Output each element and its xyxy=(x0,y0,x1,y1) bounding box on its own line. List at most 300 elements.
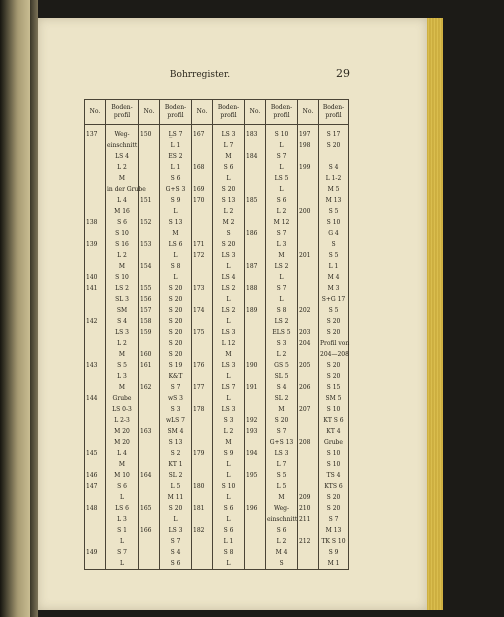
soil-profile-cell: M xyxy=(106,261,139,272)
soil-profile-cell: M 11 xyxy=(160,492,192,503)
soil-profile-cell: S 7 xyxy=(160,536,192,547)
soil-profile-cell: S 20 xyxy=(266,415,298,426)
soil-profile-cell: L 3 xyxy=(266,239,298,250)
borehole-number-cell xyxy=(85,261,106,272)
soil-profile-cell: L 4 xyxy=(106,448,139,459)
column-header-no: No. xyxy=(139,100,160,125)
table-row xyxy=(85,393,349,404)
borehole-number-cell xyxy=(139,140,160,151)
soil-profile-cell: L 2 xyxy=(213,206,245,217)
table-row xyxy=(85,459,349,470)
soil-profile-cell: S 7 xyxy=(319,514,349,525)
borehole-number-cell: 204 xyxy=(298,338,319,349)
table-header xyxy=(85,100,349,125)
soil-profile-cell: Weg- xyxy=(266,503,298,514)
soil-profile-cell: L 2 xyxy=(106,162,139,173)
borehole-number-cell xyxy=(192,437,213,448)
soil-profile-cell: SM 5 xyxy=(319,393,349,404)
soil-profile-cell: einschnitt xyxy=(267,516,298,523)
borehole-number-cell: 178 xyxy=(192,404,213,415)
borehole-number-cell xyxy=(298,371,319,382)
borehole-number-cell xyxy=(245,173,266,184)
borehole-number-cell xyxy=(298,217,319,228)
borehole-number-cell xyxy=(192,558,213,570)
soil-profile-cell: S 10 xyxy=(319,448,349,459)
table-row xyxy=(85,316,349,327)
table-row xyxy=(85,415,349,426)
table-row xyxy=(85,349,349,360)
borehole-number-cell xyxy=(85,492,106,503)
borehole-number-cell xyxy=(139,250,160,261)
borehole-number-cell: 212 xyxy=(298,536,319,547)
soil-profile-cell: M xyxy=(213,349,245,360)
borehole-number-cell xyxy=(85,195,106,206)
soil-profile-cell: L xyxy=(213,261,245,272)
borehole-number-cell: 141 xyxy=(85,283,106,294)
borehole-number-cell xyxy=(298,426,319,437)
soil-profile-cell: LS 3 xyxy=(106,327,139,338)
table-row xyxy=(85,272,349,283)
borehole-number-cell xyxy=(245,272,266,283)
soil-profile-cell: SL 3 xyxy=(106,294,139,305)
borehole-number-cell xyxy=(192,338,213,349)
borehole-number-cell xyxy=(192,426,213,437)
soil-profile-cell: KT 4 xyxy=(319,426,349,437)
soil-profile-cell: S xyxy=(319,239,349,250)
soil-profile-cell: M 4 xyxy=(266,547,298,558)
soil-profile-cell: S xyxy=(266,558,298,570)
soil-profile-cell: S 4 xyxy=(319,162,349,173)
soil-profile-cell: S 7 xyxy=(266,228,298,239)
borehole-number-cell: 181 xyxy=(192,503,213,514)
borehole-number-cell xyxy=(298,228,319,239)
soil-profile-cell: L xyxy=(160,514,192,525)
soil-profile-cell: L xyxy=(266,184,298,195)
soil-profile-cell: S 1 xyxy=(106,525,139,536)
soil-profile-cell: wLS 7 xyxy=(160,415,192,426)
soil-profile-cell: S 3 xyxy=(160,404,192,415)
soil-profile-cell: L xyxy=(213,514,245,525)
borehole-number-cell: 184 xyxy=(245,151,266,162)
column-header-no: No. xyxy=(245,100,266,125)
soil-profile-cell: S 5 xyxy=(319,250,349,261)
soil-profile-cell: G+S 13 xyxy=(266,437,298,448)
borehole-number-cell xyxy=(298,481,319,492)
soil-profile-cell: S 4 xyxy=(106,316,139,327)
borehole-number-cell xyxy=(192,547,213,558)
soil-profile-cell: S 5 xyxy=(319,206,349,217)
soil-profile-cell: M 13 xyxy=(319,195,349,206)
soil-profile-cell: M xyxy=(213,151,245,162)
borehole-number-cell xyxy=(245,459,266,470)
soil-profile-cell: L xyxy=(213,294,245,305)
borehole-number-cell xyxy=(192,228,213,239)
table-row xyxy=(85,525,349,536)
table-row xyxy=(85,503,349,514)
borehole-number-cell xyxy=(298,547,319,558)
borehole-number-cell xyxy=(298,294,319,305)
borehole-number-cell xyxy=(298,525,319,536)
borehole-number-cell: 143 xyxy=(85,360,106,371)
table-row xyxy=(85,217,349,228)
soil-profile-cell: SM xyxy=(106,305,139,316)
borehole-number-cell xyxy=(85,162,106,173)
soil-profile-cell: S 7 xyxy=(266,151,298,162)
borehole-number-cell: 172 xyxy=(192,250,213,261)
table-row xyxy=(85,261,349,272)
table-row xyxy=(85,448,349,459)
borehole-number-cell: 175 xyxy=(192,327,213,338)
soil-profile-cell: S 20 xyxy=(160,294,192,305)
soil-profile-cell: L 7 xyxy=(213,140,245,151)
borehole-number-cell: 203 xyxy=(298,327,319,338)
borehole-number-cell xyxy=(298,272,319,283)
borehole-number-cell xyxy=(192,206,213,217)
soil-profile-cell: LS 3 xyxy=(160,525,192,536)
soil-profile-cell: S 20 xyxy=(319,360,349,371)
soil-profile-cell: S 6 xyxy=(213,503,245,514)
table-row xyxy=(85,536,349,547)
soil-profile-cell: S 6 xyxy=(213,162,245,173)
table-row xyxy=(85,305,349,316)
soil-profile-cell: LS 3 xyxy=(213,125,245,141)
borehole-number-cell xyxy=(245,481,266,492)
borehole-number-cell xyxy=(192,536,213,547)
column-header-no: No. xyxy=(192,100,213,125)
soil-profile-cell: S 20 xyxy=(160,305,192,316)
borehole-number-cell xyxy=(85,305,106,316)
borehole-number-cell xyxy=(298,448,319,459)
soil-profile-cell: L xyxy=(266,140,298,151)
borehole-number-cell: 188 xyxy=(245,283,266,294)
borehole-number-cell xyxy=(298,415,319,426)
soil-profile-cell: L xyxy=(160,206,192,217)
soil-profile-cell: L xyxy=(106,492,139,503)
table-row xyxy=(85,206,349,217)
soil-profile-cell: LS 3 xyxy=(213,327,245,338)
soil-profile-cell: L 1 xyxy=(319,261,349,272)
soil-profile-cell: S 4 xyxy=(266,382,298,393)
borehole-number-cell: 144 xyxy=(85,393,106,404)
soil-profile-cell: LS 3 xyxy=(213,404,245,415)
borehole-number-cell: 160 xyxy=(139,349,160,360)
table-body xyxy=(85,125,349,570)
borehole-number-cell: 189 xyxy=(245,305,266,316)
borehole-number-cell xyxy=(85,184,106,195)
soil-profile-cell: L 2 xyxy=(106,338,139,349)
soil-profile-cell: S 20 xyxy=(213,239,245,250)
borehole-number-cell: 192 xyxy=(245,415,266,426)
soil-profile-cell: L xyxy=(160,272,192,283)
page-fore-edge xyxy=(427,18,443,610)
soil-profile-cell: TS 4 xyxy=(319,470,349,481)
soil-profile-cell: SL 5 xyxy=(266,371,298,382)
soil-profile-cell: S 20 xyxy=(319,371,349,382)
borehole-number-cell xyxy=(139,437,160,448)
soil-profile-cell: S 15 xyxy=(319,382,349,393)
borehole-number-cell xyxy=(298,459,319,470)
soil-profile-cell: S 20 xyxy=(160,349,192,360)
borehole-number-cell xyxy=(245,206,266,217)
soil-profile-cell: S 6 xyxy=(106,481,139,492)
soil-profile-cell: GS 5 xyxy=(266,360,298,371)
borehole-number-cell: 173 xyxy=(192,283,213,294)
borehole-number-cell: 153 xyxy=(139,239,160,250)
soil-profile-cell: KTS 6 xyxy=(319,481,349,492)
soil-profile-cell: M 1 xyxy=(319,558,349,570)
table-row xyxy=(85,547,349,558)
borehole-number-cell xyxy=(298,184,319,195)
soil-profile-cell: L 2-3 xyxy=(106,415,139,426)
borehole-number-cell xyxy=(85,250,106,261)
soil-profile-cell: Profil von xyxy=(320,340,350,347)
soil-profile-cell: S 9 xyxy=(160,195,192,206)
soil-profile-cell: S 7 xyxy=(266,283,298,294)
borehole-number-cell xyxy=(85,327,106,338)
soil-profile-cell: S xyxy=(213,228,245,239)
soil-profile-cell: LS 3 xyxy=(213,250,245,261)
soil-profile-cell: M 4 xyxy=(319,272,349,283)
borehole-number-cell: 193 xyxy=(245,426,266,437)
table-row xyxy=(85,481,349,492)
borehole-number-cell xyxy=(139,558,160,570)
borehole-number-cell xyxy=(85,525,106,536)
soil-profile-cell: L 1 xyxy=(213,536,245,547)
table-row xyxy=(85,151,349,162)
borehole-number-cell xyxy=(245,547,266,558)
soil-profile-cell: M 20 xyxy=(106,426,139,437)
borehole-number-cell xyxy=(85,140,106,151)
soil-profile-cell: S 20 xyxy=(319,140,349,151)
soil-profile-cell: S 6 xyxy=(160,173,192,184)
borehole-number-cell: 190 xyxy=(245,360,266,371)
borehole-number-cell: 158 xyxy=(139,316,160,327)
soil-profile-cell: S 20 xyxy=(319,492,349,503)
soil-profile-cell: M xyxy=(160,228,192,239)
table-row xyxy=(85,327,349,338)
soil-profile-cell: in der Grube xyxy=(107,186,146,193)
table-row xyxy=(85,162,349,173)
soil-profile-cell: Grube xyxy=(106,393,139,404)
soil-profile-cell: L xyxy=(213,459,245,470)
soil-profile-cell: L xyxy=(106,536,139,547)
borehole-number-cell xyxy=(245,437,266,448)
borehole-number-cell: 196 xyxy=(245,503,266,514)
soil-profile-cell: L 2 xyxy=(266,536,298,547)
borehole-number-cell xyxy=(139,459,160,470)
column-header-no: No. xyxy=(298,100,319,125)
borehole-number-cell xyxy=(245,250,266,261)
borehole-number-cell: 183 xyxy=(245,125,266,141)
borehole-number-cell: 156 xyxy=(139,294,160,305)
borehole-number-cell xyxy=(298,261,319,272)
borehole-number-cell: 191 xyxy=(245,382,266,393)
borehole-number-cell xyxy=(192,261,213,272)
table-row xyxy=(85,404,349,415)
soil-profile-cell: SL 2 xyxy=(266,393,298,404)
borehole-number-cell xyxy=(85,173,106,184)
borehole-number-cell xyxy=(245,349,266,360)
borehole-number-cell xyxy=(192,151,213,162)
table-row xyxy=(85,371,349,382)
soil-profile-cell: S 10 xyxy=(213,481,245,492)
borehole-number-cell xyxy=(245,525,266,536)
soil-profile-cell: LS 2 xyxy=(266,316,298,327)
borehole-number-cell: 147 xyxy=(85,481,106,492)
borehole-number-cell: 150 xyxy=(139,125,160,141)
soil-profile-cell: SL 2 xyxy=(160,470,192,481)
soil-profile-cell: S 20 xyxy=(319,503,349,514)
soil-profile-cell: S 6 xyxy=(266,525,298,536)
borehole-number-cell: 169 xyxy=(192,184,213,195)
soil-profile-cell: S 10 xyxy=(319,404,349,415)
table-row xyxy=(85,239,349,250)
soil-profile-cell: S 10 xyxy=(266,125,298,141)
soil-profile-cell: S 3 xyxy=(266,338,298,349)
borehole-number-cell: 161 xyxy=(139,360,160,371)
soil-profile-cell: S 20 xyxy=(160,283,192,294)
soil-profile-cell: M xyxy=(266,250,298,261)
borehole-number-cell: 199 xyxy=(298,162,319,173)
table-row xyxy=(85,283,349,294)
borehole-number-cell xyxy=(245,514,266,525)
borehole-number-cell: 174 xyxy=(192,305,213,316)
borehole-number-cell: 176 xyxy=(192,360,213,371)
borehole-number-cell: 208 xyxy=(298,437,319,448)
borehole-number-cell: 157 xyxy=(139,305,160,316)
borehole-number-cell: 186 xyxy=(245,228,266,239)
table-row xyxy=(85,558,349,570)
soil-profile-cell: M xyxy=(266,404,298,415)
borehole-number-cell xyxy=(139,514,160,525)
table-row xyxy=(85,338,349,349)
adjacent-page-edge xyxy=(0,0,30,617)
soil-profile-cell: S 20 xyxy=(160,503,192,514)
borehole-number-cell xyxy=(298,316,319,327)
soil-profile-cell: LS 4 xyxy=(213,272,245,283)
soil-profile-cell: KT 1 xyxy=(160,459,192,470)
table-row xyxy=(85,360,349,371)
borehole-number-cell xyxy=(139,371,160,382)
borehole-number-cell xyxy=(192,349,213,360)
soil-profile-cell: S 6 xyxy=(266,195,298,206)
borehole-number-cell: 182 xyxy=(192,525,213,536)
soil-profile-cell: L 4 xyxy=(106,195,139,206)
column-header-bodenprofil: Boden- profil xyxy=(106,100,139,125)
soil-profile-cell: S 20 xyxy=(319,327,349,338)
column-header-bodenprofil: Boden- profil xyxy=(266,100,298,125)
borehole-number-cell xyxy=(139,228,160,239)
soil-profile-cell: M 2 xyxy=(213,217,245,228)
borehole-number-cell: 152 xyxy=(139,217,160,228)
soil-profile-cell: S 8 xyxy=(160,261,192,272)
column-header-bodenprofil: Boden- profil xyxy=(160,100,192,125)
soil-profile-cell: L 2 xyxy=(266,349,298,360)
book-gutter xyxy=(30,0,38,617)
soil-profile-cell: L xyxy=(106,558,139,570)
soil-profile-cell: L 1 xyxy=(160,140,192,151)
borehole-number-cell: 194 xyxy=(245,448,266,459)
soil-profile-cell: L xyxy=(213,492,245,503)
borehole-number-cell xyxy=(85,404,106,415)
soil-profile-cell: L 2 xyxy=(266,206,298,217)
borehole-number-cell xyxy=(139,547,160,558)
soil-profile-cell: L̲S 7 xyxy=(160,125,192,141)
borehole-number-cell: 198 xyxy=(298,140,319,151)
soil-profile-cell: Grube xyxy=(319,437,349,448)
borehole-number-cell xyxy=(245,338,266,349)
borehole-number-cell xyxy=(85,349,106,360)
table-row xyxy=(85,195,349,206)
soil-profile-cell: M 20 xyxy=(106,437,139,448)
borehole-number-cell: 142 xyxy=(85,316,106,327)
borehole-number-cell xyxy=(245,327,266,338)
soil-profile-cell: L xyxy=(266,272,298,283)
table-row xyxy=(85,173,349,184)
soil-profile-cell: M xyxy=(213,437,245,448)
borehole-number-cell xyxy=(298,393,319,404)
borehole-number-cell: 163 xyxy=(139,426,160,437)
borehole-number-cell xyxy=(85,415,106,426)
borehole-number-cell xyxy=(245,294,266,305)
borehole-number-cell xyxy=(139,393,160,404)
soil-profile-cell: M 12 xyxy=(266,217,298,228)
soil-profile-cell: S 5 xyxy=(266,470,298,481)
borehole-number-cell xyxy=(245,217,266,228)
borehole-number-cell xyxy=(192,272,213,283)
borehole-number-cell xyxy=(192,514,213,525)
borehole-number-cell xyxy=(298,470,319,481)
soil-profile-cell: L xyxy=(213,316,245,327)
borehole-number-cell xyxy=(85,558,106,570)
borehole-number-cell: 170 xyxy=(192,195,213,206)
soil-profile-cell: S 16 xyxy=(106,239,139,250)
soil-profile-cell: S 2 xyxy=(160,448,192,459)
soil-profile-cell: LS 6 xyxy=(106,503,139,514)
borehole-number-cell xyxy=(139,338,160,349)
table-row xyxy=(85,294,349,305)
soil-profile-cell: K&T xyxy=(160,371,192,382)
borehole-number-cell xyxy=(192,393,213,404)
soil-profile-cell: L 7 xyxy=(266,459,298,470)
soil-profile-cell: L xyxy=(266,162,298,173)
soil-profile-cell: S 7 xyxy=(106,547,139,558)
borehole-number-cell xyxy=(298,558,319,570)
soil-profile-cell: L 2 xyxy=(213,426,245,437)
soil-profile-cell: S 10 xyxy=(319,217,349,228)
borehole-number-cell: 166 xyxy=(139,525,160,536)
soil-profile-cell: LS 4 xyxy=(106,151,139,162)
borehole-number-cell xyxy=(139,536,160,547)
soil-profile-cell: M xyxy=(266,492,298,503)
table-row xyxy=(85,140,349,151)
soil-profile-cell: wS 3 xyxy=(160,393,192,404)
borehole-number-cell xyxy=(139,404,160,415)
soil-profile-cell: L 5 xyxy=(266,481,298,492)
borehole-number-cell xyxy=(139,492,160,503)
borehole-number-cell: 155 xyxy=(139,283,160,294)
soil-profile-cell: S 3 xyxy=(213,415,245,426)
borehole-number-cell xyxy=(245,558,266,570)
borehole-number-cell xyxy=(139,173,160,184)
borehole-number-cell xyxy=(298,349,319,360)
borehole-number-cell xyxy=(85,206,106,217)
borehole-number-cell xyxy=(139,448,160,459)
borehole-number-cell xyxy=(298,283,319,294)
soil-profile-cell: S 10 xyxy=(106,272,139,283)
borehole-number-cell: 180 xyxy=(192,481,213,492)
borehole-number-cell: 145 xyxy=(85,448,106,459)
